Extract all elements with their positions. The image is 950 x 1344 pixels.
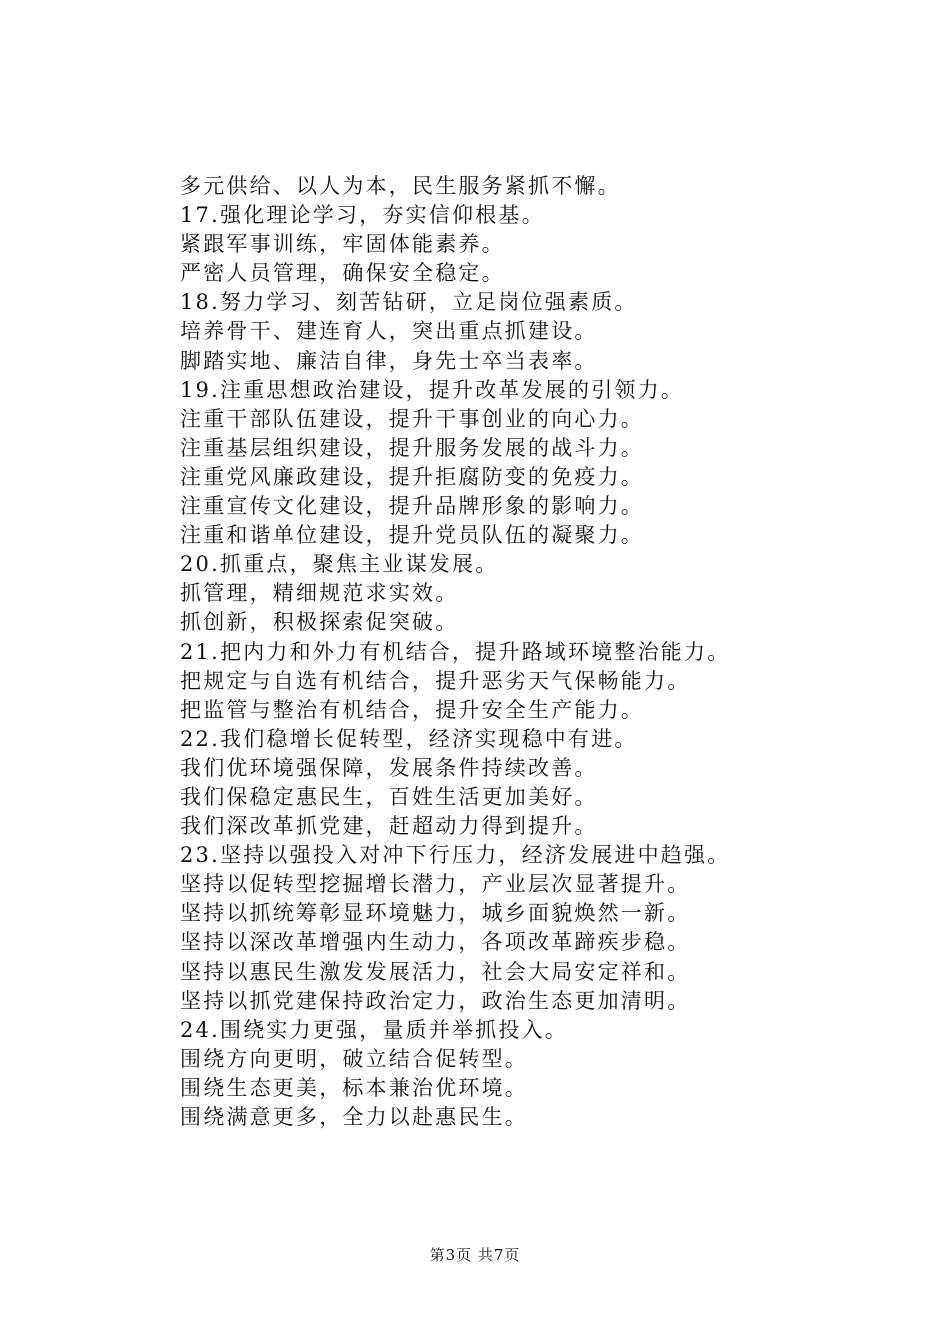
text-line: 我们保稳定惠民生，百姓生活更加美好。	[180, 784, 598, 809]
text-line: 注重宣传文化建设，提升品牌形象的影响力。	[180, 494, 644, 519]
text-line: 把规定与自选有机结合，提升恶劣天气保畅能力。	[180, 668, 691, 693]
text-line: 坚持以抓党建保持政治定力，政治生态更加清明。	[180, 988, 691, 1013]
text-line: 把监管与整治有机结合，提升安全生产能力。	[180, 697, 644, 722]
text-line: 18.努力学习、刻苦钻研，立足岗位强素质。	[180, 290, 638, 315]
text-line: 抓管理，精细规范求实效。	[180, 581, 459, 606]
text-line: 坚持以促转型挖掘增长潜力，产业层次显著提升。	[180, 872, 691, 897]
text-line: 注重基层组织建设，提升服务发展的战斗力。	[180, 435, 644, 460]
text-line: 严密人员管理，确保安全稳定。	[180, 261, 505, 286]
text-line: 注重干部队伍建设，提升干事创业的向心力。	[180, 406, 644, 431]
document-body	[180, 172, 880, 1132]
text-line: 注重和谐单位建设，提升党员队伍的凝聚力。	[180, 523, 644, 548]
text-line: 脚踏实地、廉洁自律，身先士卒当表率。	[180, 348, 598, 373]
text-line: 坚持以惠民生激发发展活力，社会大局安定祥和。	[180, 959, 691, 984]
text-line: 紧跟军事训练，牢固体能素养。	[180, 232, 505, 257]
text-line: 我们优环境强保障，发展条件持续改善。	[180, 755, 598, 780]
page-footer: 第3页 共7页	[429, 1246, 521, 1264]
text-line: 注重党风廉政建设，提升拒腐防变的免疫力。	[180, 464, 644, 489]
text-line: 19.注重思想政治建设，提升改革发展的引领力。	[180, 377, 684, 402]
text-line: 培养骨干、建连育人，突出重点抓建设。	[180, 319, 598, 344]
text-line: 抓创新，积极探索促突破。	[180, 610, 459, 635]
text-line: 围绕生态更美，标本兼治优环境。	[180, 1075, 528, 1100]
text-line: 围绕满意更多，全力以赴惠民生。	[180, 1105, 528, 1129]
text-line: 坚持以深改革增强内生动力，各项改革蹄疾步稳。	[180, 930, 691, 955]
text-line: 20.抓重点，聚焦主业谋发展。	[180, 552, 499, 577]
text-line: 23.坚持以强投入对冲下行压力，经济发展进中趋强。	[180, 843, 731, 868]
text-line: 21.把内力和外力有机结合，提升路域环境整治能力。	[180, 639, 731, 664]
text-line: 坚持以抓统筹彰显环境魅力，城乡面貌焕然一新。	[180, 901, 691, 926]
text-line: 22.我们稳增长促转型，经济实现稳中有进。	[180, 726, 638, 751]
text-line: 我们深改革抓党建，赶超动力得到提升。	[180, 814, 598, 839]
text-line: 24.围绕实力更强，量质并举抓投入。	[180, 1017, 568, 1042]
text-line: 17.强化理论学习，夯实信仰根基。	[180, 203, 545, 228]
text-line: 多元供给、以人为本，民生服务紧抓不懈。	[180, 174, 621, 198]
text-line: 围绕方向更明，破立结合促转型。	[180, 1046, 528, 1071]
